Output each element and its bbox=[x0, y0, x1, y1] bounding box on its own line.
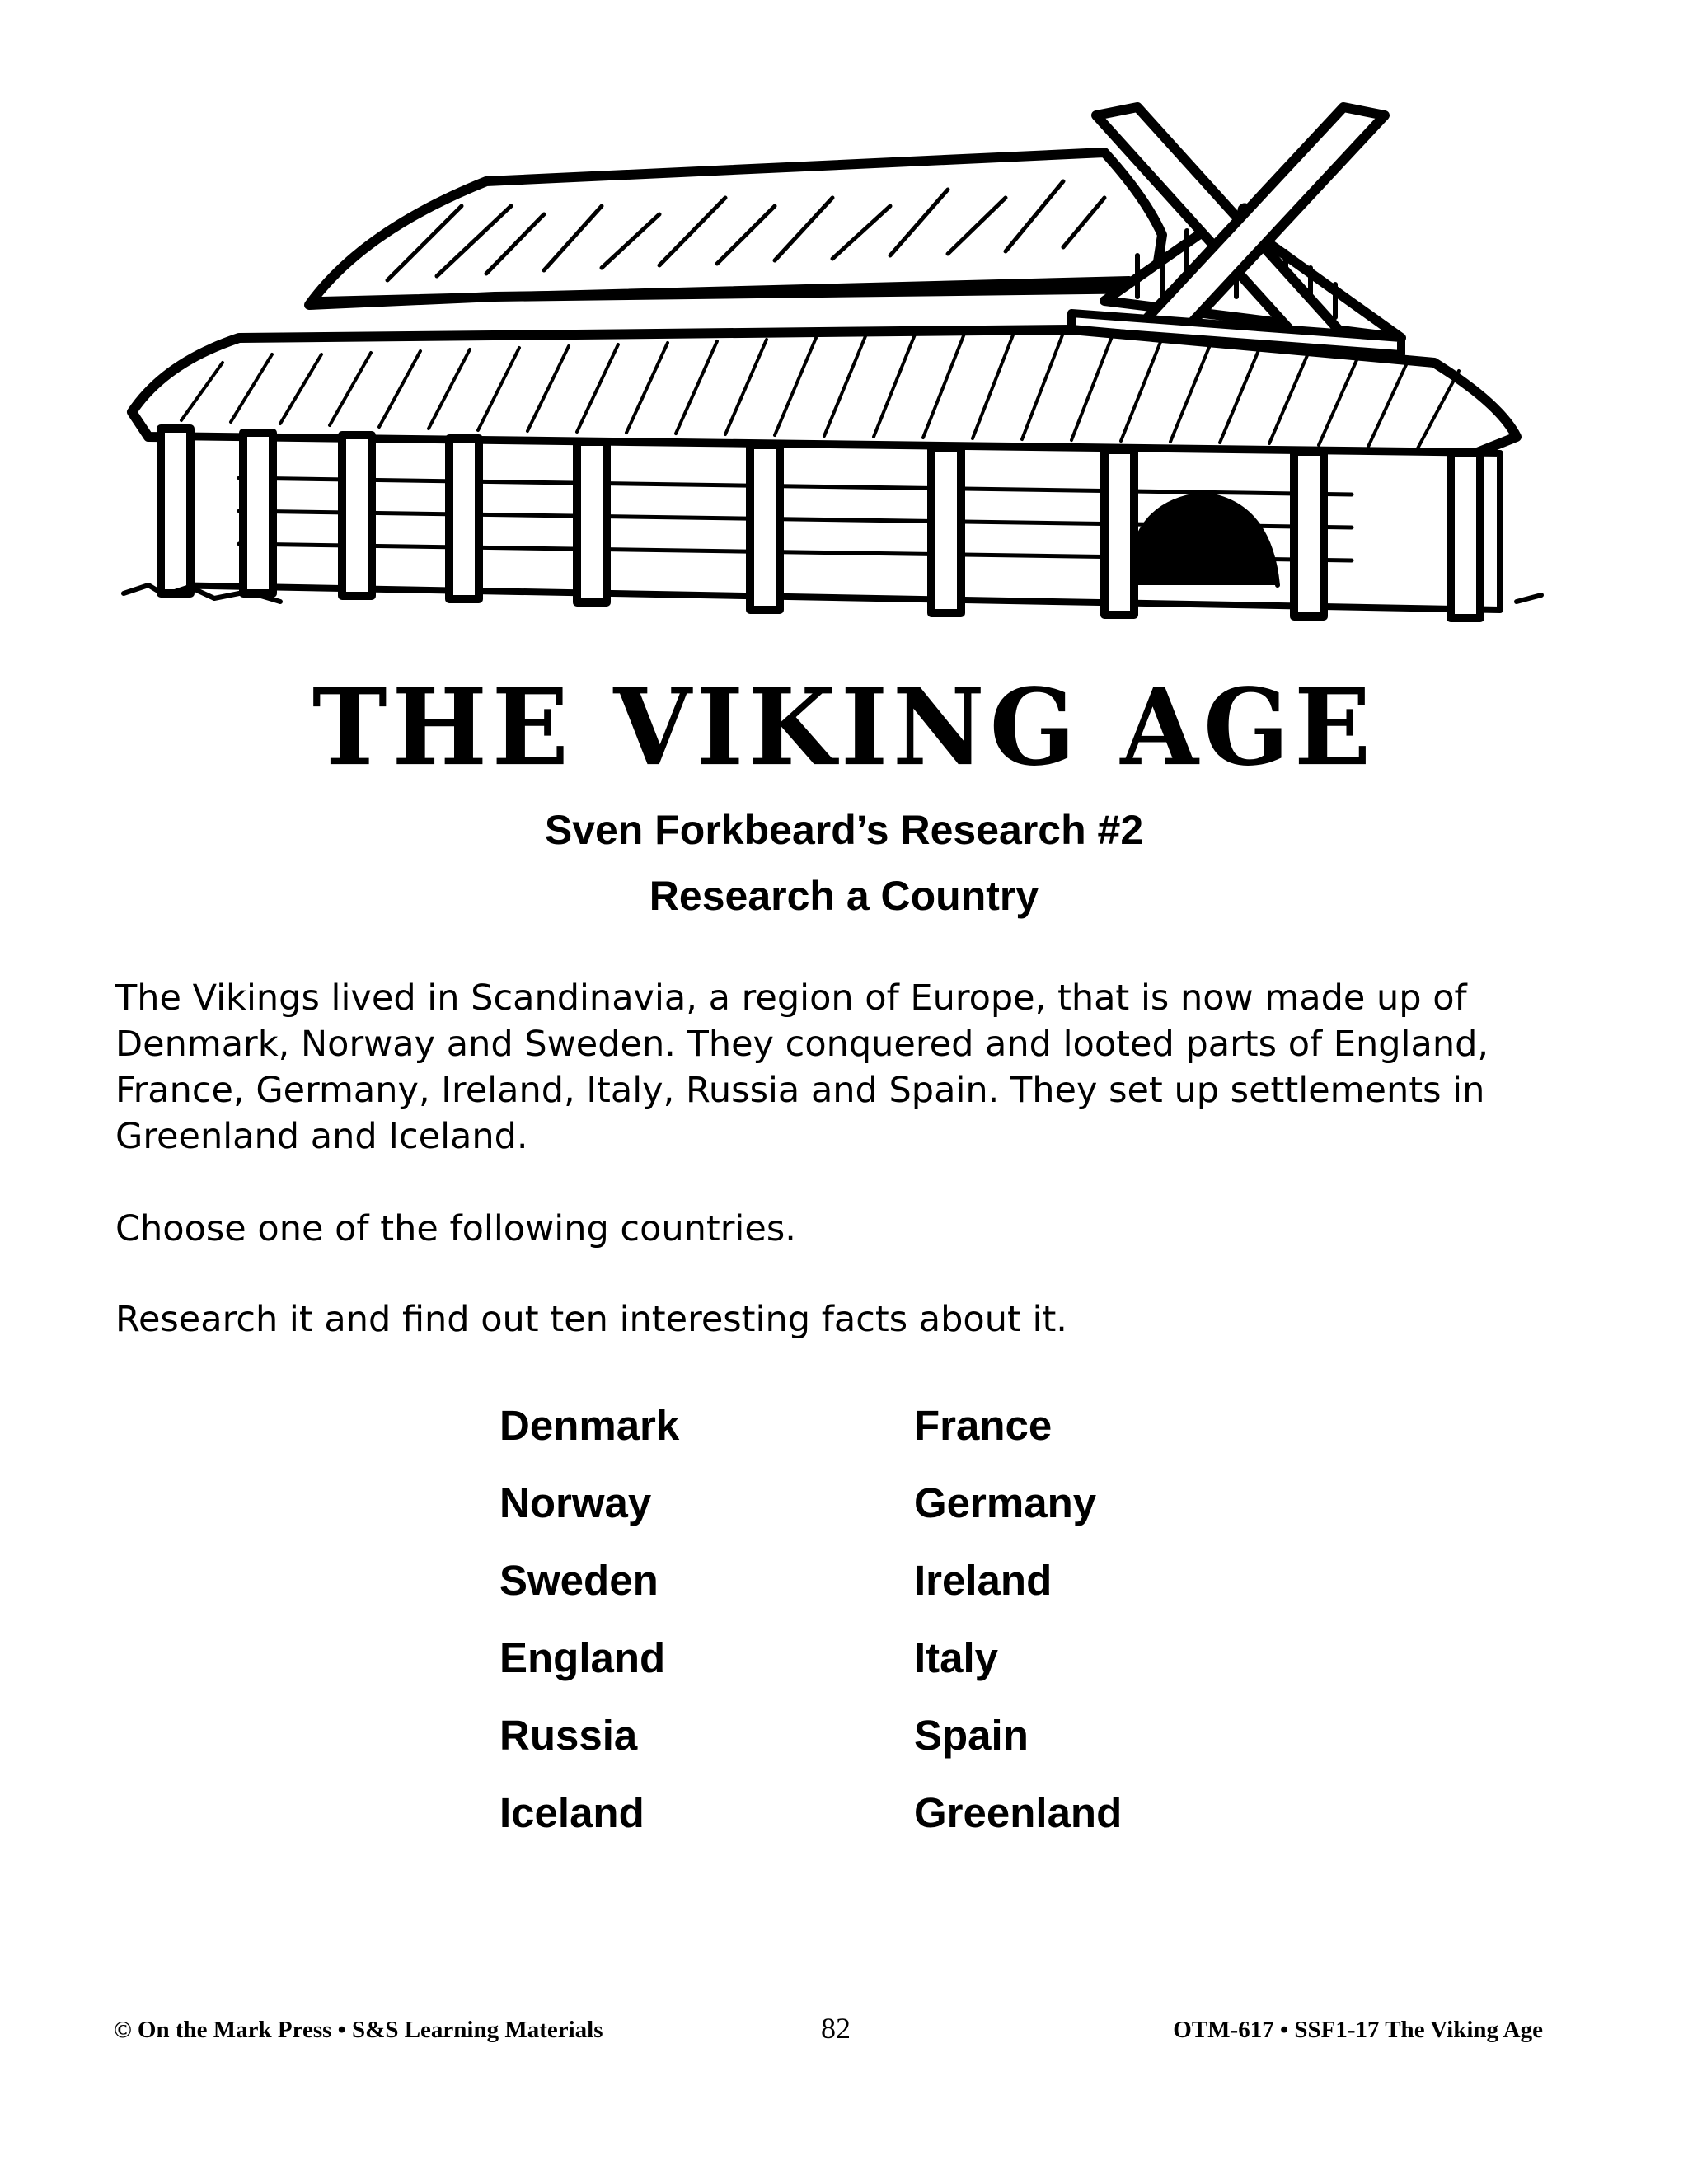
page-number: 82 bbox=[821, 2012, 851, 2045]
country-item: Greenland bbox=[914, 1789, 1123, 1836]
footer-product-code: OTM-617 • SSF1-17 The Viking Age bbox=[1173, 2017, 1543, 2043]
country-item: Norway bbox=[499, 1479, 652, 1526]
country-item: England bbox=[499, 1634, 666, 1681]
research-task-subtitle: Research a Country bbox=[649, 873, 1039, 919]
country-item: Denmark bbox=[499, 1402, 680, 1449]
intro-paragraph: The Vikings lived in Scandinavia, a region of Europe, that is now made up of Denmark, Norway and Sweden. They conquered and looted parts of England, France, Germany, Ireland, Italy, Russia and Spain. They set up settlements in Greenland and Iceland. bbox=[115, 977, 1489, 1157]
instruction-research: Research it and find out ten interesting facts about it. bbox=[115, 1299, 1067, 1340]
research-subtitle: Sven Forkbeard’s Research #2 bbox=[544, 807, 1144, 853]
country-item: Germany bbox=[914, 1479, 1097, 1526]
country-item: Sweden bbox=[499, 1557, 659, 1604]
country-item: Iceland bbox=[499, 1789, 645, 1836]
country-item: Spain bbox=[914, 1712, 1029, 1759]
country-item: Ireland bbox=[914, 1557, 1053, 1604]
instruction-choose: Choose one of the following countries. bbox=[115, 1208, 796, 1249]
country-item: Russia bbox=[499, 1712, 638, 1759]
viking-longhouse-illustration bbox=[115, 91, 1558, 659]
page-title: THE VIKING AGE bbox=[312, 664, 1376, 790]
country-item: Italy bbox=[914, 1634, 999, 1681]
footer-copyright: © On the Mark Press • S&S Learning Materials bbox=[114, 2017, 603, 2043]
country-item: France bbox=[914, 1402, 1053, 1449]
